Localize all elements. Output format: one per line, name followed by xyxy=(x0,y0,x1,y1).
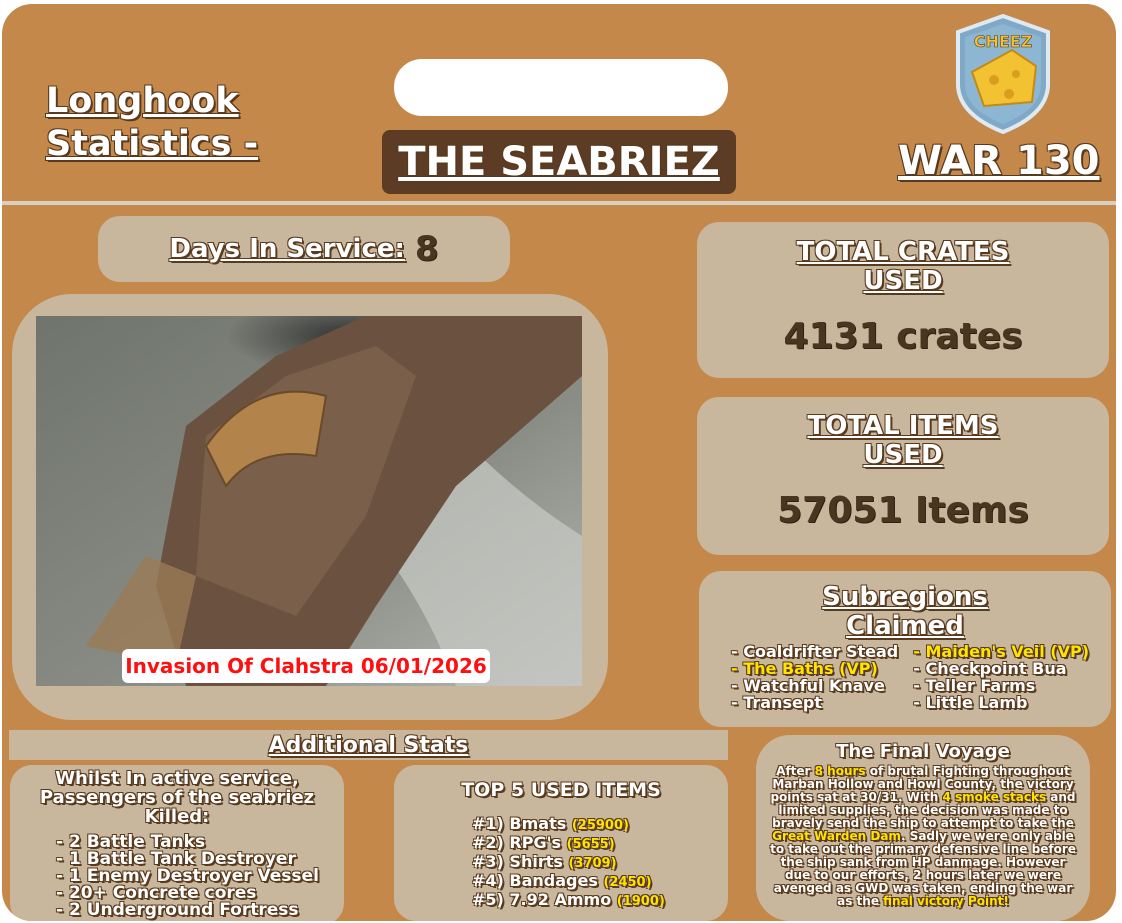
killed-list xyxy=(10,834,344,919)
voyage-highlight: 8 hours xyxy=(814,764,866,778)
crates-value: 4131 crates xyxy=(783,316,1023,357)
killed-heading-line: Passengers of the seabriez xyxy=(39,787,315,808)
subregion-item: - Coaldrifter Stead xyxy=(731,642,899,661)
item-count: (25900) xyxy=(571,818,629,833)
subregions-right-column xyxy=(913,643,1089,711)
list-item: - 1 Enemy Destroyer Vessel xyxy=(56,866,319,886)
items-title-line-2: USED xyxy=(863,440,943,470)
total-items-panel xyxy=(697,397,1109,555)
killed-heading xyxy=(10,769,344,826)
subregions-title-line-2: Claimed xyxy=(846,611,964,641)
item-count: (5655) xyxy=(566,837,615,852)
subregions-panel xyxy=(699,571,1111,727)
list-item: - 1 Battle Tank Destroyer xyxy=(56,849,296,869)
ship-screenshot xyxy=(36,316,582,686)
subregions-left-column xyxy=(731,643,898,711)
days-in-service xyxy=(98,216,510,282)
item-rank: #5) 7.92 Ammo xyxy=(472,890,612,909)
subregion-item: - Teller Farms xyxy=(913,676,1036,695)
item-count: (1900) xyxy=(616,894,665,909)
final-voyage-panel xyxy=(756,735,1090,921)
voyage-segment: After xyxy=(776,764,815,778)
subregion-item: - Watchful Knave xyxy=(731,676,885,695)
stats-board xyxy=(2,4,1116,921)
list-item xyxy=(472,853,728,872)
top5-panel xyxy=(394,765,728,921)
item-count: (2450) xyxy=(603,875,652,890)
list-item xyxy=(472,891,728,910)
list-item xyxy=(472,834,728,853)
voyage-highlight: 4 smoke stacks xyxy=(942,790,1047,804)
top5-title: TOP 5 USED ITEMS xyxy=(461,779,661,801)
additional-stats-bar xyxy=(9,730,728,760)
subregion-item: - Maiden's Veil (VP) xyxy=(913,642,1089,661)
crates-title-line-1: TOTAL CRATES xyxy=(796,237,1010,267)
item-count: (3709) xyxy=(568,856,617,871)
war-number: WAR 130 xyxy=(898,138,1100,184)
subregion-item: - The Baths (VP) xyxy=(731,659,878,678)
subregions-title xyxy=(699,583,1111,641)
crates-title-line-2: USED xyxy=(863,266,943,296)
voyage-highlight: final victory Point! xyxy=(883,894,1009,908)
list-item: - 20+ Concrete cores xyxy=(56,883,257,903)
items-value: 57051 Items xyxy=(777,490,1029,531)
days-value: 8 xyxy=(414,229,439,269)
killed-panel xyxy=(10,765,344,921)
voyage-highlight: Great Warden Dam xyxy=(772,829,901,843)
ship-name-box xyxy=(382,130,736,194)
title-line-2: Statistics - xyxy=(46,124,259,164)
photo-caption: Invasion Of Clahstra 06/01/2026 xyxy=(122,649,490,683)
list-item xyxy=(472,872,728,891)
voyage-segment: and limited supplies, the decision was made to bravely send the ship to attempt to take the xyxy=(772,790,1076,830)
cheese-icon xyxy=(954,14,1052,134)
subregion-item: - Little Lamb xyxy=(913,693,1028,712)
voyage-segment: . Sadly we were only able to take out the primary defensive line before the ship sank from HP danmage. However due to our efforts, 2 hours later we were avenged as GWD was taken, ending the war as the xyxy=(770,829,1076,908)
voyage-text xyxy=(768,765,1078,908)
list-item: - 2 Battle Tanks xyxy=(56,832,206,852)
top5-list xyxy=(394,815,728,910)
blank-pill xyxy=(394,59,728,116)
header-divider xyxy=(2,201,1116,205)
page-title xyxy=(46,80,258,166)
days-label: Days In Service: xyxy=(169,234,405,264)
item-rank: #2) RPG's xyxy=(472,833,562,852)
item-rank: #3) Shirts xyxy=(472,852,563,871)
items-title-line-1: TOTAL ITEMS xyxy=(807,411,999,441)
list-item: - 2 Underground Fortress xyxy=(56,900,299,920)
subregions-title-line-1: Subregions xyxy=(822,582,988,612)
title-line-1: Longhook xyxy=(46,81,239,121)
ship-name: THE SEABRIEZ xyxy=(398,139,720,185)
item-rank: #4) Bandages xyxy=(472,871,598,890)
total-crates-panel xyxy=(697,222,1109,378)
badge-label: CHEEZ xyxy=(973,32,1033,51)
subregion-item: - Transept xyxy=(731,693,822,712)
voyage-title: The Final Voyage xyxy=(836,741,1010,762)
list-item xyxy=(472,815,728,834)
voyage-segment: of brutal Fighting throughout Marban Hollow and Howl County, the victory points sat at 30/31. With xyxy=(770,764,1074,804)
killed-heading-line: Killed: xyxy=(144,806,210,827)
subregion-item: - Checkpoint Bua xyxy=(913,659,1067,678)
additional-stats-title: Additional Stats xyxy=(268,732,469,758)
item-rank: #1) Bmats xyxy=(472,814,567,833)
killed-heading-line: Whilst In active service, xyxy=(55,768,299,789)
